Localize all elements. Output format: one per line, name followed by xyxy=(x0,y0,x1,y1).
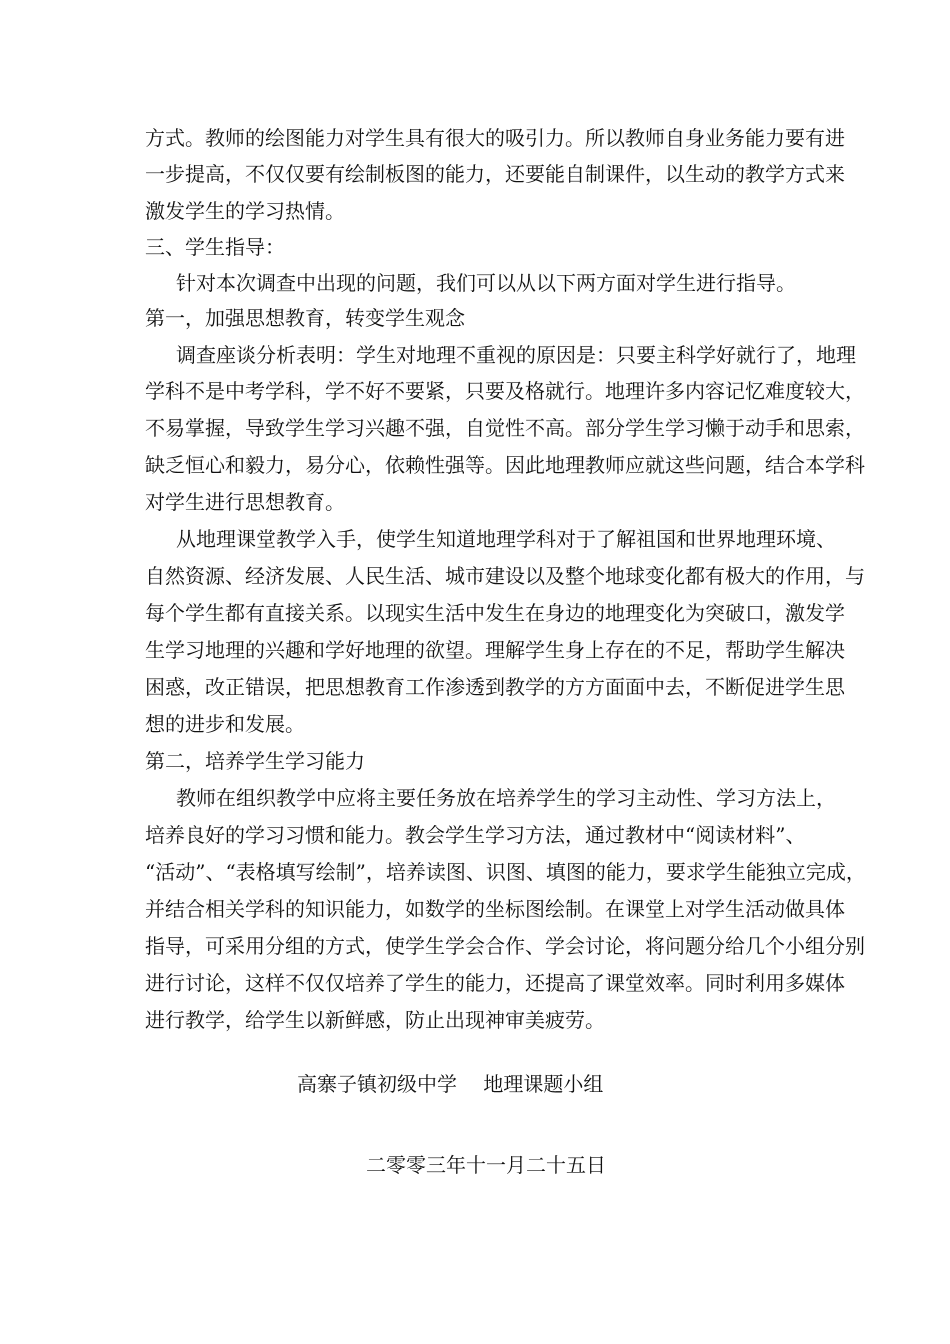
paragraph-line: 想的进步和发展。 xyxy=(145,712,305,736)
signature-line: 高寨子镇初级中学 地理课题小组 xyxy=(297,1072,604,1096)
paragraph-line: 培养良好的学习习惯和能力。教会学生学习方法，通过教材中“阅读材料”、 xyxy=(145,823,806,847)
subheading-2: 第二，培养学生学习能力 xyxy=(145,749,365,773)
paragraph-line: “活动”、“表格填写绘制”，培养读图、识图、填图的能力，要求学生能独立完成， xyxy=(145,860,866,884)
paragraph-line: 困惑，改正错误，把思想教育工作渗透到教学的方方面面中去，不断促进学生思 xyxy=(145,675,845,699)
paragraph-line: 激发学生的学习热情。 xyxy=(145,199,345,223)
paragraph-line: 对学生进行思想教育。 xyxy=(145,490,345,514)
date-line: 二零零三年十一月二十五日 xyxy=(366,1153,606,1177)
intro-line: 针对本次调查中出现的问题，我们可以从以下两方面对学生进行指导。 xyxy=(176,271,796,295)
paragraph-line: 并结合相关学科的知识能力，如数学的坐标图绘制。在课堂上对学生活动做具体 xyxy=(145,897,845,921)
paragraph-line: 方式。教师的绘图能力对学生具有很大的吸引力。所以教师自身业务能力要有进 xyxy=(145,126,845,150)
paragraph-line: 不易掌握，导致学生学习兴趣不强，自觉性不高。部分学生学习懒于动手和思索， xyxy=(145,416,865,440)
paragraph-line: 缺乏恒心和毅力，易分心，依赖性强等。因此地理教师应就这些问题，结合本学科 xyxy=(145,453,865,477)
paragraph-line: 进行教学，给学生以新鲜感，防止出现神审美疲劳。 xyxy=(145,1008,605,1032)
paragraph-line: 自然资源、经济发展、人民生活、城市建设以及整个地球变化都有极大的作用，与 xyxy=(145,564,865,588)
paragraph-line: 从地理课堂教学入手，使学生知道地理学科对于了解祖国和世界地理环境、 xyxy=(176,527,836,551)
paragraph-line: 教师在组织教学中应将主要任务放在培养学生的学习主动性、学习方法上， xyxy=(176,786,836,810)
paragraph-line: 学科不是中考学科，学不好不要紧，只要及格就行。地理许多内容记忆难度较大， xyxy=(145,379,865,403)
paragraph-line: 每个学生都有直接关系。以现实生活中发生在身边的地理变化为突破口，激发学 xyxy=(145,601,845,625)
paragraph-line: 指导，可采用分组的方式，使学生学会合作、学会讨论，将问题分给几个小组分别 xyxy=(145,934,865,958)
subheading-1: 第一，加强思想教育，转变学生观念 xyxy=(145,306,465,330)
paragraph-line: 进行讨论，这样不仅仅培养了学生的能力，还提高了课堂效率。同时利用多媒体 xyxy=(145,971,845,995)
paragraph-line: 一步提高，不仅仅要有绘制板图的能力，还要能自制课件，以生动的教学方式来 xyxy=(145,162,845,186)
paragraph-line: 生学习地理的兴趣和学好地理的欲望。理解学生身上存在的不足，帮助学生解决 xyxy=(145,638,845,662)
paragraph-line: 调查座谈分析表明：学生对地理不重视的原因是：只要主科学好就行了，地理 xyxy=(176,343,856,367)
section-heading: 三、学生指导： xyxy=(145,235,285,259)
